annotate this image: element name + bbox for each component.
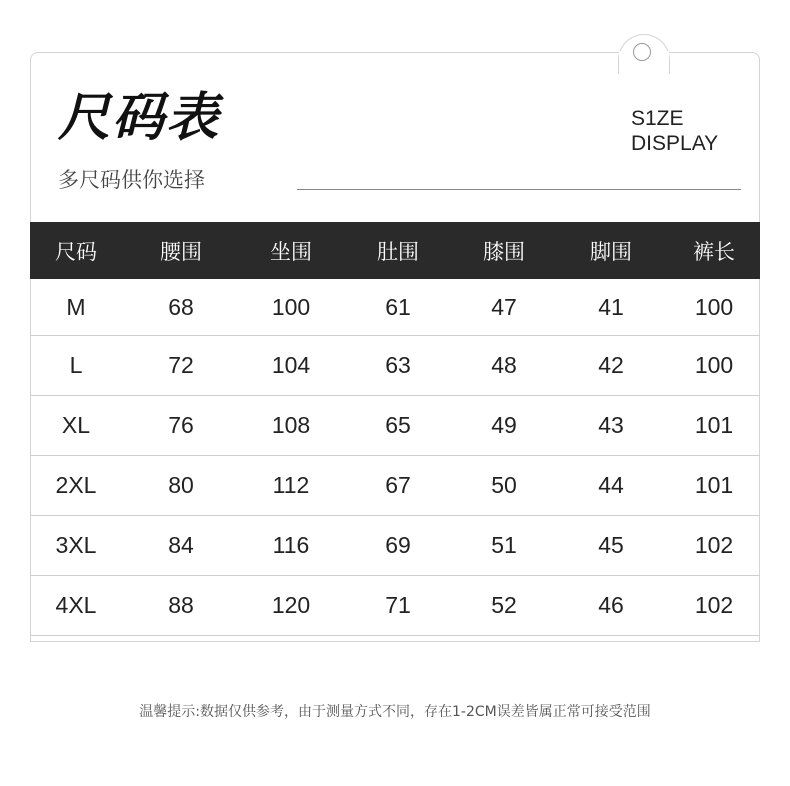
- size-label-line1: S1ZE: [631, 107, 684, 130]
- hang-hole-icon: [633, 43, 651, 61]
- table-cell: 42: [598, 352, 624, 378]
- header-cell: 膝围: [483, 239, 525, 264]
- table-row: [30, 336, 760, 396]
- table-cell: 112: [272, 472, 310, 498]
- table-cell: 76: [168, 412, 194, 438]
- table-cell: 88: [168, 592, 194, 618]
- size-label-line2: DISPLAY: [631, 132, 719, 155]
- table-cell: 49: [491, 412, 517, 438]
- table-cell: 69: [385, 532, 411, 558]
- page-title: 尺码表: [58, 88, 221, 148]
- table-cell: XL: [61, 412, 91, 438]
- footer-note: 温馨提示:数据仅供参考，由于测量方式不同，存在1-2CM误差皆属正常可接受范围: [139, 704, 651, 720]
- table-cell: 72: [168, 352, 194, 378]
- table-cell: 84: [168, 532, 194, 558]
- table-cell: 51: [491, 532, 517, 558]
- table-header: [30, 222, 760, 279]
- table-row: [30, 576, 760, 636]
- table-cell: 4XL: [55, 592, 97, 618]
- table-cell: M: [66, 293, 86, 320]
- table-cell: 48: [491, 352, 517, 378]
- header-cell: 裤长: [693, 239, 735, 264]
- table-cell: 47: [491, 293, 517, 320]
- header-cell: 尺码: [55, 239, 97, 264]
- table-row: [30, 456, 760, 516]
- table-cell: 120: [271, 592, 311, 618]
- header-cell: 腰围: [160, 239, 202, 264]
- table-cell: 67: [385, 472, 411, 498]
- table-cell: 71: [385, 592, 411, 618]
- table-cell: 100: [694, 352, 734, 378]
- table-cell: 43: [598, 412, 624, 438]
- divider-line: [297, 189, 741, 190]
- table-cell: 104: [271, 352, 311, 378]
- header-cell: 脚围: [590, 239, 632, 264]
- table-cell: 65: [385, 412, 411, 438]
- table-cell: 100: [694, 293, 734, 320]
- table-row: [30, 516, 760, 576]
- table-cell: 61: [385, 293, 411, 320]
- table-body: [30, 279, 760, 636]
- header-cell: 肚围: [377, 239, 419, 264]
- table-cell: L: [69, 352, 83, 378]
- table-cell: 102: [694, 532, 734, 558]
- table-cell: 52: [491, 592, 517, 618]
- table-cell: 46: [598, 592, 624, 618]
- table-cell: 2XL: [55, 472, 97, 498]
- table-cell: 100: [271, 293, 311, 320]
- table-cell: 50: [491, 472, 517, 498]
- table-cell: 116: [272, 532, 310, 558]
- header-cell: 坐围: [270, 239, 312, 264]
- table-cell: 80: [168, 472, 194, 498]
- table-cell: 3XL: [55, 532, 97, 558]
- table-cell: 44: [598, 472, 624, 498]
- table-cell: 41: [598, 293, 624, 320]
- table-cell: 101: [694, 472, 734, 498]
- size-display-label: [631, 106, 718, 156]
- table-cell: 68: [168, 293, 194, 320]
- table-cell: 101: [694, 412, 734, 438]
- table-row: [30, 279, 760, 336]
- table-cell: 108: [271, 412, 311, 438]
- table-cell: 63: [385, 352, 411, 378]
- table-row: [30, 396, 760, 456]
- table-cell: 45: [598, 532, 624, 558]
- page-subtitle: 多尺码供你选择: [58, 168, 205, 192]
- table-cell: 102: [694, 592, 734, 618]
